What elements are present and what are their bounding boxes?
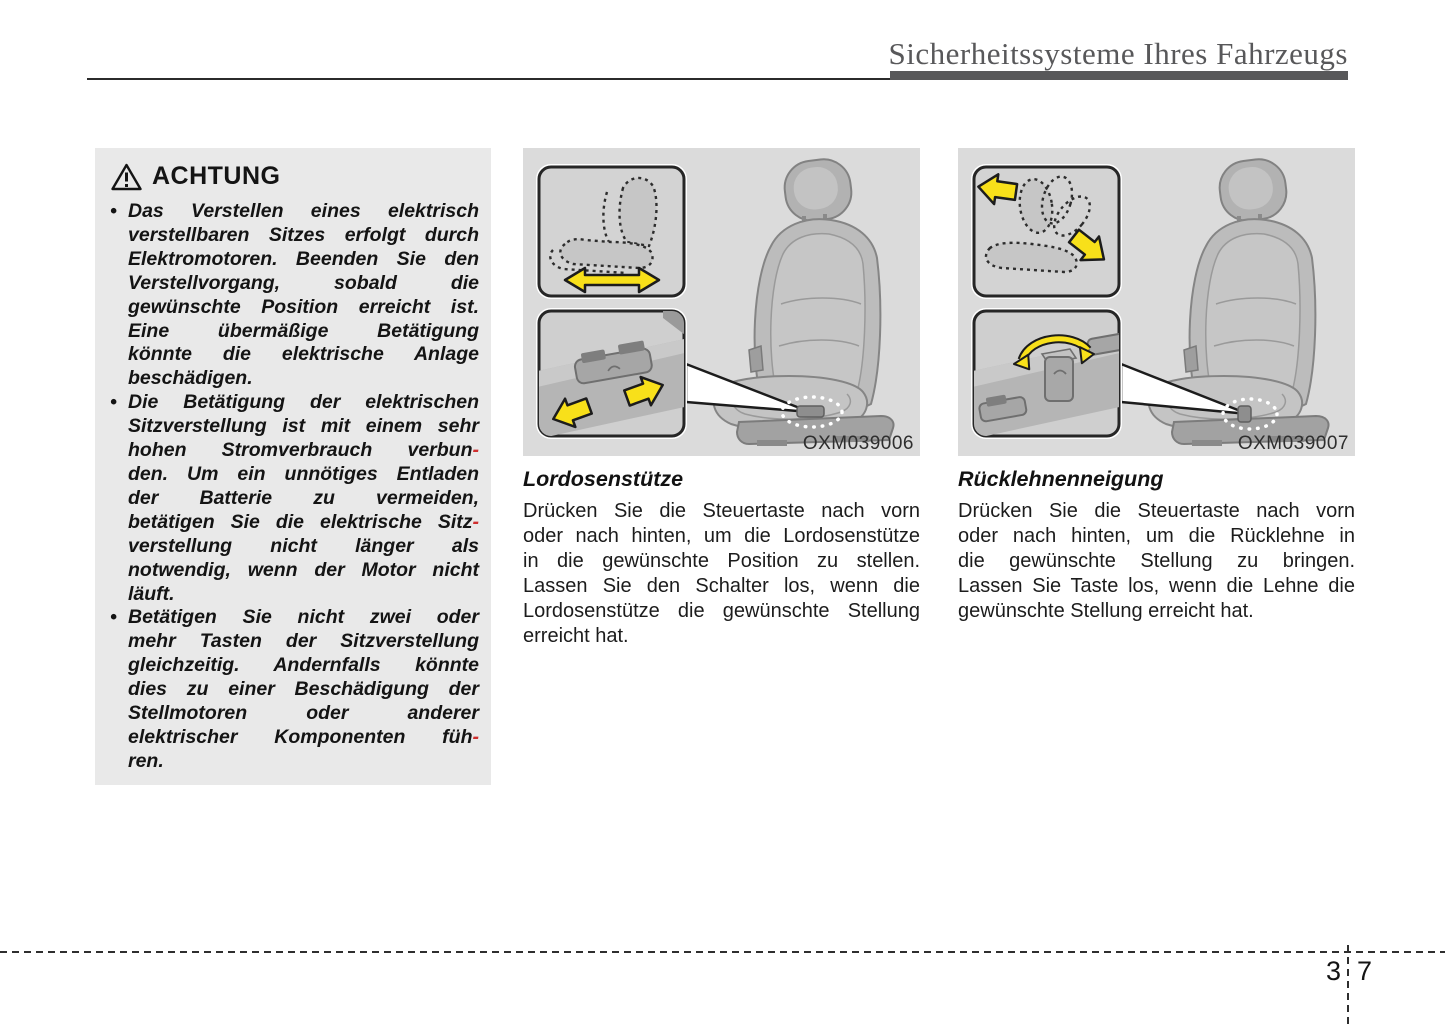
hyphen: - bbox=[472, 439, 479, 462]
text-line: den. Um ein unnötiges Entladen bbox=[128, 462, 479, 485]
bullet-text bbox=[128, 391, 479, 606]
inset-recline-motion bbox=[971, 164, 1122, 299]
text-line: gleichzeitig. Andernfalls könnte bbox=[128, 654, 479, 677]
text-line: mehr Tasten der Sitzverstellung bbox=[128, 630, 479, 653]
caution-bullet-item bbox=[108, 606, 479, 773]
text-line: dies zu einer Beschädigung der bbox=[128, 678, 479, 701]
text-line: Die Betätigung der elektrischen bbox=[128, 391, 479, 414]
seat-lumbar-illustration bbox=[523, 148, 920, 456]
caution-bullet-item bbox=[108, 391, 479, 606]
footer-dashed-rule bbox=[0, 951, 1445, 953]
text-line: ren. bbox=[128, 749, 164, 772]
text-line: Eine übermäßige Betätigung bbox=[128, 319, 479, 342]
text-line: der Batterie zu vermeiden, bbox=[128, 486, 479, 509]
text-line: in die gewünschte Position zu stellen. bbox=[523, 550, 920, 573]
text-line: Verstellvorgang, sobald die bbox=[128, 271, 479, 294]
text-line: elektrischer Komponenten füh- bbox=[128, 725, 479, 748]
text-line: Elektromotoren. Beenden Sie den bbox=[128, 247, 479, 270]
bullet-text bbox=[128, 200, 479, 391]
text-line: läuft. bbox=[128, 582, 175, 605]
section-lumbar-support bbox=[523, 148, 920, 650]
bullet-marker: • bbox=[110, 200, 117, 222]
section-seatback-recline bbox=[958, 148, 1355, 624]
caution-title-row bbox=[108, 162, 479, 191]
text-line: Lordosenstütze die gewünschte Stellung bbox=[523, 600, 920, 623]
text-line: die gewünschte Stellung zu bringen. bbox=[958, 550, 1355, 573]
caution-title: ACHTUNG bbox=[152, 162, 281, 190]
text-line: verstellbaren Sitzes erfolgt durch bbox=[128, 223, 479, 246]
text-line: oder nach hinten, um die Rücklehne in bbox=[958, 525, 1355, 548]
text-line: Lassen Sie den Schalter los, wenn die bbox=[523, 575, 920, 598]
section-heading: Lordosenstütze bbox=[523, 467, 684, 491]
text-line: hohen Stromverbrauch verbun- bbox=[128, 439, 479, 462]
text-line: Sitzverstellung ist mit einem sehr bbox=[128, 415, 479, 438]
text-line: Lassen Sie Taste los, wenn die Lehne die bbox=[958, 575, 1355, 598]
footer-dashed-divider bbox=[1347, 945, 1349, 1026]
text-line: Drücken Sie die Steuertaste nach vorn bbox=[958, 500, 1355, 522]
text-line: beschädigen. bbox=[128, 367, 253, 390]
chapter-number: 3 bbox=[1325, 956, 1341, 986]
caution-box bbox=[95, 148, 491, 785]
page-number: 7 bbox=[1357, 956, 1373, 986]
warning-triangle-icon bbox=[111, 163, 142, 191]
figure-lumbar-support bbox=[523, 148, 920, 456]
page-title: Sicherheitssysteme Ihres Fahrzeugs bbox=[888, 36, 1348, 71]
caution-bullet-item bbox=[108, 200, 479, 391]
hyphen: - bbox=[472, 510, 479, 533]
caution-bullet-list bbox=[108, 200, 479, 774]
text-line: Das Verstellen eines elektrisch bbox=[128, 200, 479, 222]
text-line: notwendig, wenn der Motor nicht bbox=[128, 558, 479, 581]
text-line: Stellmotoren oder anderer bbox=[128, 702, 479, 725]
text-line: Drücken Sie die Steuertaste nach vorn bbox=[523, 500, 920, 522]
text-line: könnte die elektrische Anlage bbox=[128, 343, 479, 366]
seat-recline-illustration bbox=[958, 148, 1355, 456]
inset-recline-switch bbox=[968, 308, 1127, 440]
section-body bbox=[523, 499, 920, 650]
section-heading: Rücklehnenneigung bbox=[958, 467, 1164, 491]
header-bar bbox=[890, 71, 1348, 80]
bullet-text bbox=[128, 606, 479, 773]
figure-code: OXM039006 bbox=[802, 433, 914, 454]
hyphen: - bbox=[472, 725, 479, 748]
text-line: verstellung nicht länger als bbox=[128, 534, 479, 557]
text-line: gewünschte Position erreicht ist. bbox=[128, 295, 479, 318]
seat-switch-icon bbox=[797, 406, 824, 417]
text-line: erreicht hat. bbox=[523, 625, 629, 648]
seat-switch-icon bbox=[1238, 406, 1251, 422]
bullet-marker: • bbox=[110, 391, 117, 414]
text-line: Betätigen Sie nicht zwei oder bbox=[128, 606, 479, 629]
text-line: betätigen Sie die elektrische Sitz- bbox=[128, 510, 479, 533]
figure-code: OXM039007 bbox=[1237, 433, 1349, 454]
text-line: oder nach hinten, um die Lordosenstütze bbox=[523, 525, 920, 548]
text-line: gewünschte Stellung erreicht hat. bbox=[958, 600, 1254, 623]
bullet-marker: • bbox=[110, 606, 117, 629]
recline-knob-icon bbox=[1042, 349, 1076, 401]
inset-lumbar-switch bbox=[533, 308, 689, 440]
section-body bbox=[958, 499, 1355, 624]
inset-lumbar-motion bbox=[536, 164, 687, 299]
figure-seatback-recline bbox=[958, 148, 1355, 456]
